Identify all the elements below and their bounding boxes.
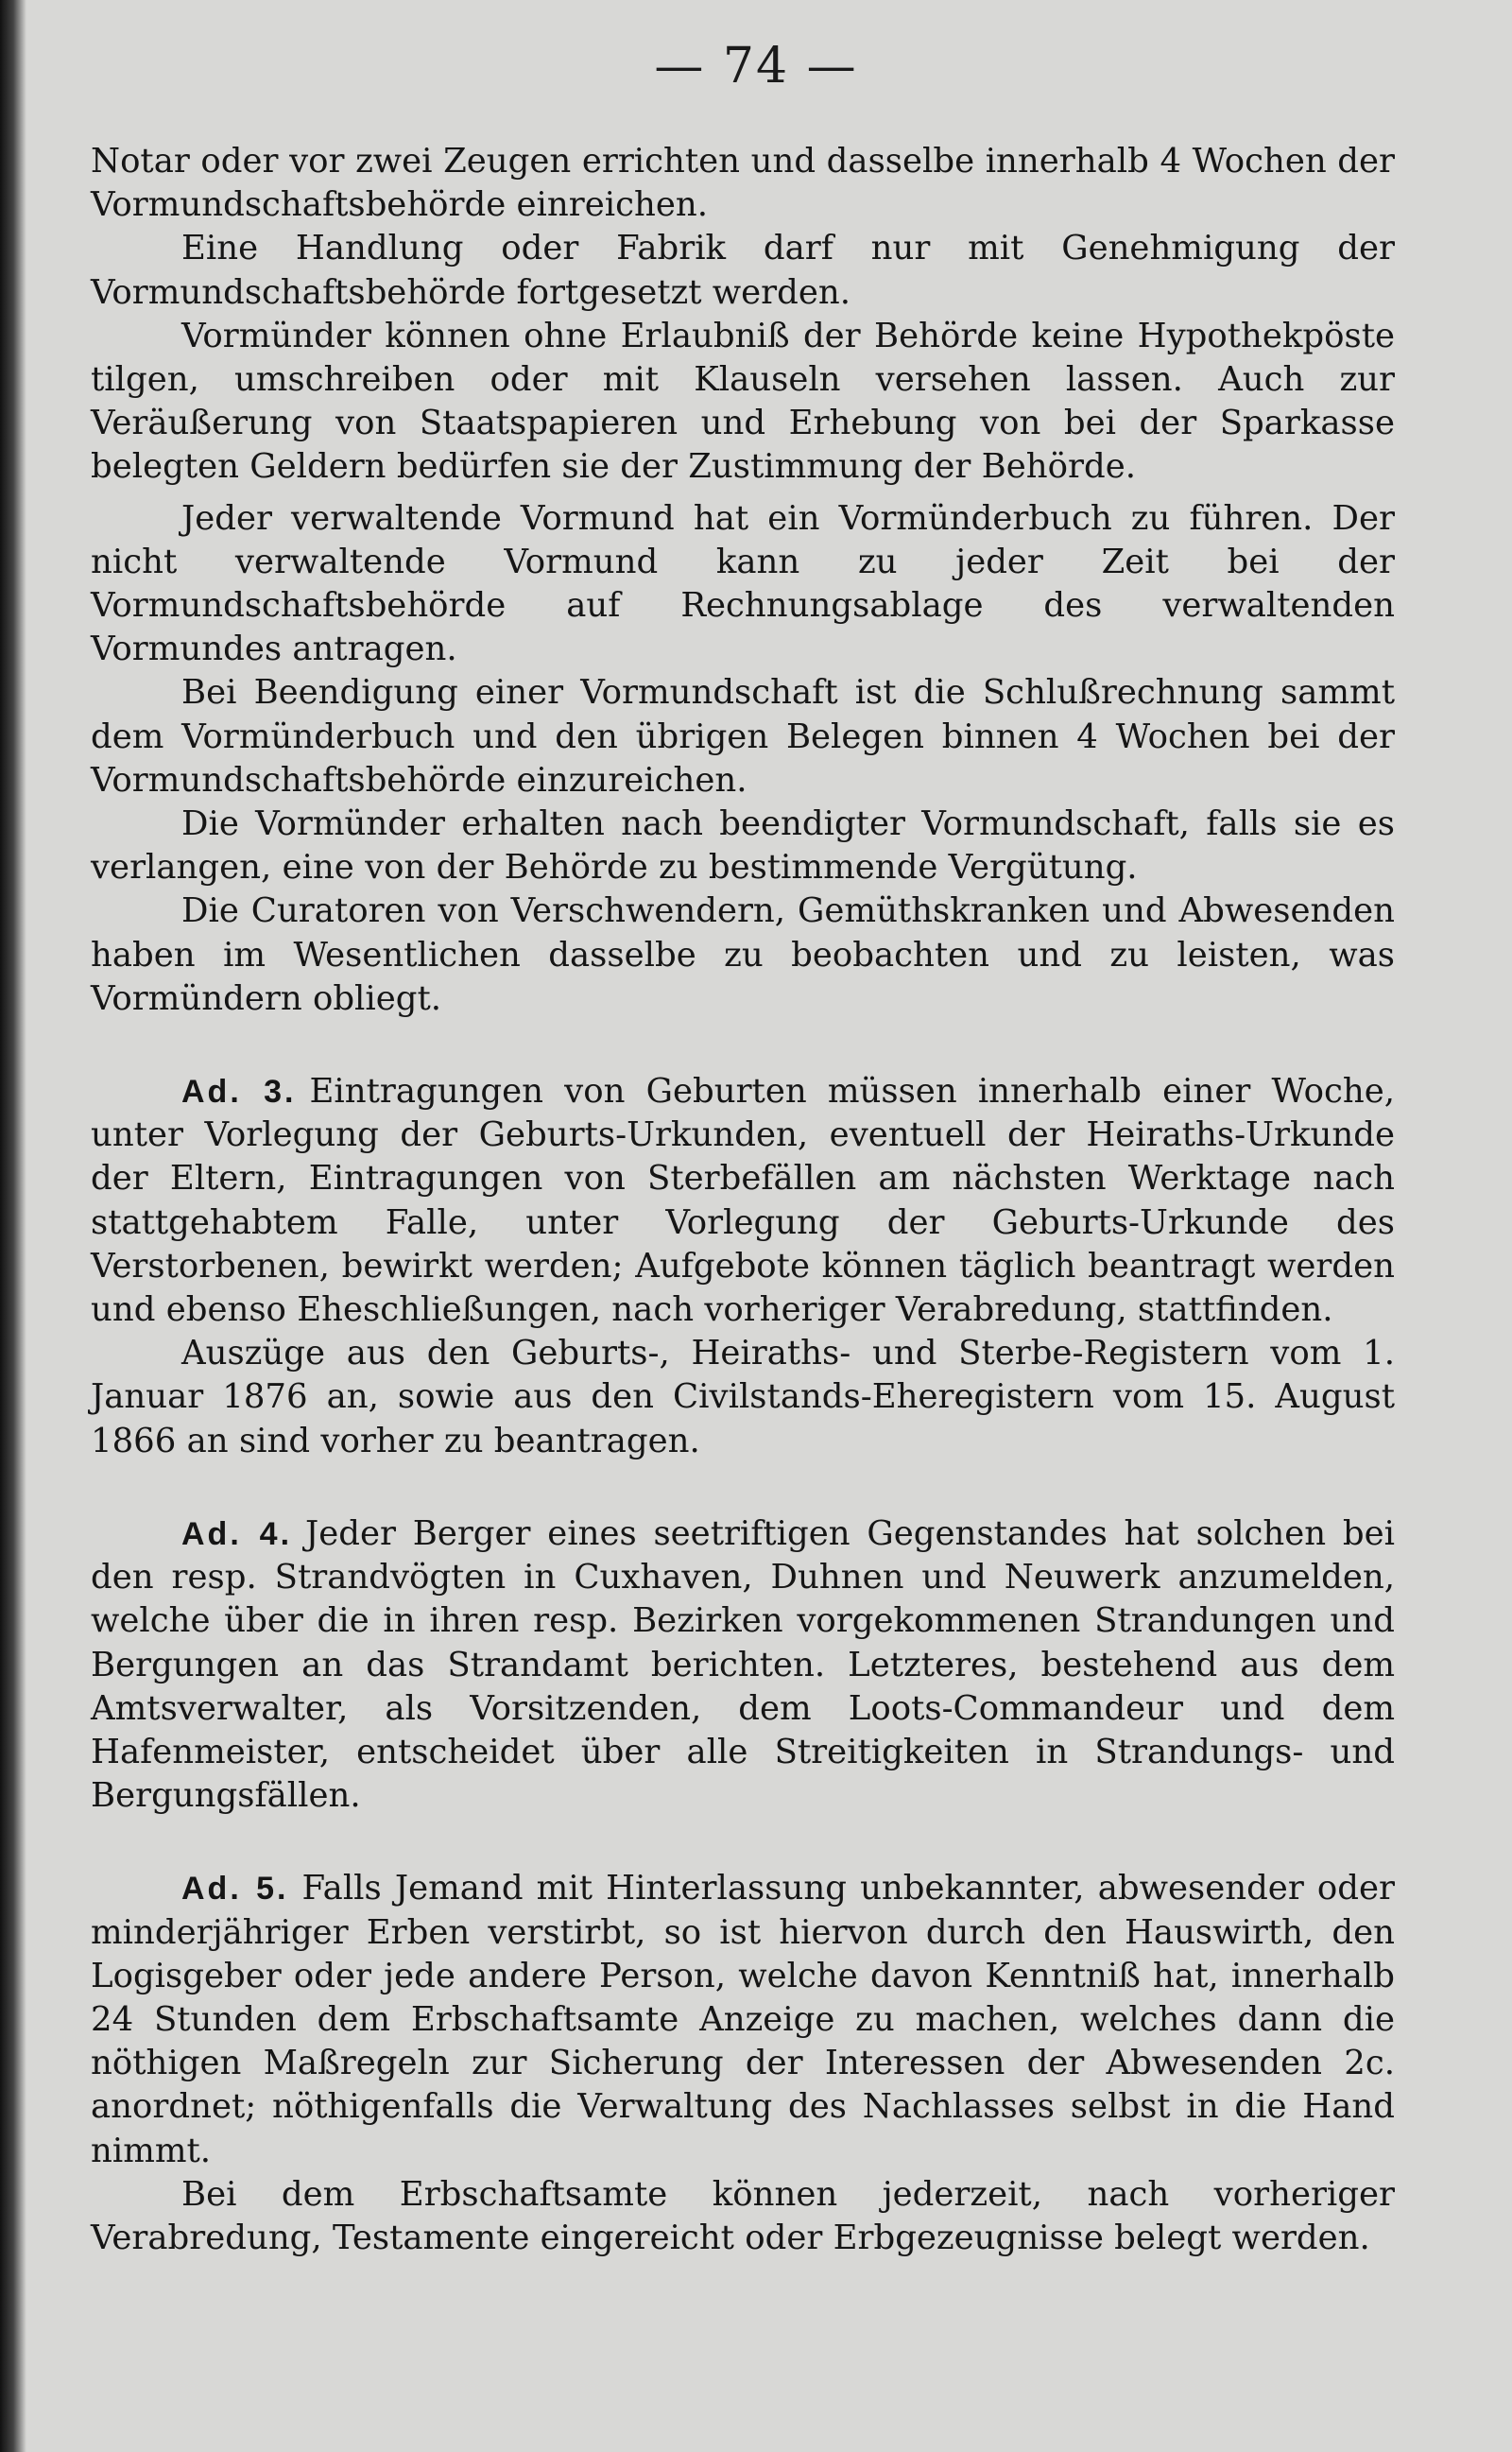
- section-ad-3: [91, 1070, 1395, 1332]
- section-text: Falls Jemand mit Hinterlassung unbekannter, abwesender oder minderjähriger Erben verstirbt, so ist hiervon durch den Hauswirth, den Logisgeber oder jede andere Person, welche davon Kenntniß hat, innerhalb 24 Stunden dem Erbschaftsamte Anzeige zu machen, welches dann die nöthigen Maßregeln zur Sicherung der Interessen der Abwesenden 2c. anordnet; nöthigenfalls die Verwaltung des Nachlasses selbst in die Hand nimmt.: [91, 1869, 1395, 2170]
- paragraph-hypothek: Vormünder können ohne Erlaubniß der Behörde keine Hypothekpöste tilgen, umschreiben oder mit Klauseln versehen lassen. Auch zur Veräußerung von Staatspapieren und Erhebung von bei der Sparkasse belegten Geldern bedürfen sie der Zustimmung der Behörde.: [91, 316, 1395, 487]
- page-number: — 74 —: [654, 38, 858, 95]
- section-ad-5: [91, 1867, 1395, 2172]
- page-body: [91, 140, 1395, 2260]
- paragraph-vormuenderbuch: Jeder verwaltende Vormund hat ein Vormünderbuch zu führen. Der nicht verwaltende Vormund kann zu jeder Zeit bei der Vormundschaftsbehörde auf Rechnungsablage des verwaltenden Vormundes antragen.: [91, 498, 1395, 669]
- section-text: Eintragungen von Geburten müssen innerhalb einer Woche, unter Vorlegung der Geburts-Urkunden, eventuell der Heiraths-Urkunde der Eltern, Eintragungen von Sterbefällen am nächsten Werktage nach stattgehabtem Falle, unter Vorlegung der Geburts-Urkunde des Verstorbenen, bewirkt werden; Aufgebote können täglich beantragt werden und ebenso Eheschließungen, nach vorheriger Verabredung, stattfinden.: [91, 1072, 1396, 1330]
- paragraph-verguetung: Die Vormünder erhalten nach beendigter Vormundschaft, falls sie es verlangen, eine von der Behörde zu bestimmende Vergütung.: [91, 804, 1395, 888]
- section-text: Jeder Berger eines seetriftigen Gegenstandes hat solchen bei den resp. Strandvögten in Cuxhaven, Duhnen und Neuwerk anzumelden, welche über die in ihren resp. Bezirken vorgekommenen Strandungen und Bergungen an das Strandamt berichten. Letzteres, bestehend aus dem Amtsverwalter, als Vorsitzenden, dem Loots-Commandeur und dem Hafenmeister, entscheidet über alle Streitigkeiten in Strandungs- und Bergungsfällen.: [91, 1513, 1395, 1816]
- section-label: Ad. 3.: [181, 1074, 297, 1111]
- section-label: Ad. 5.: [181, 1871, 289, 1908]
- section-ad-3-followup: Auszüge aus den Geburts-, Heiraths- und Sterbe-Registern vom 1. Januar 1876 an, sowie aus den Civilstands-Eheregistern vom 15. August 1866 an sind vorher zu beantragen.: [91, 1334, 1395, 1460]
- section-ad-4: [91, 1512, 1395, 1818]
- paragraph-handlung: Eine Handlung oder Fabrik darf nur mit Genehmigung der Vormundschaftsbehörde fortgesetzt werden.: [91, 229, 1395, 312]
- paragraph-notar: Notar oder vor zwei Zeugen errichten und dasselbe innerhalb 4 Wochen der Vormundschaftsbehörde einreichen.: [91, 142, 1395, 225]
- paragraph-schlussrechnung: Bei Beendigung einer Vormundschaft ist die Schlußrechnung sammt dem Vormünderbuch und den übrigen Belegen binnen 4 Wochen bei der Vormundschaftsbehörde einzureichen.: [91, 673, 1395, 800]
- paragraph-curatoren: Die Curatoren von Verschwendern, Gemüthskranken und Abwesenden haben im Wesentlichen dasselbe zu beobachten und zu leisten, was Vormündern obliegt.: [91, 891, 1395, 1018]
- section-ad-5-followup: Bei dem Erbschaftsamte können jederzeit, nach vorheriger Verabredung, Testamente eingereicht oder Erbgezeugnisse belegt werden.: [91, 2174, 1395, 2257]
- section-label: Ad. 4.: [181, 1515, 293, 1552]
